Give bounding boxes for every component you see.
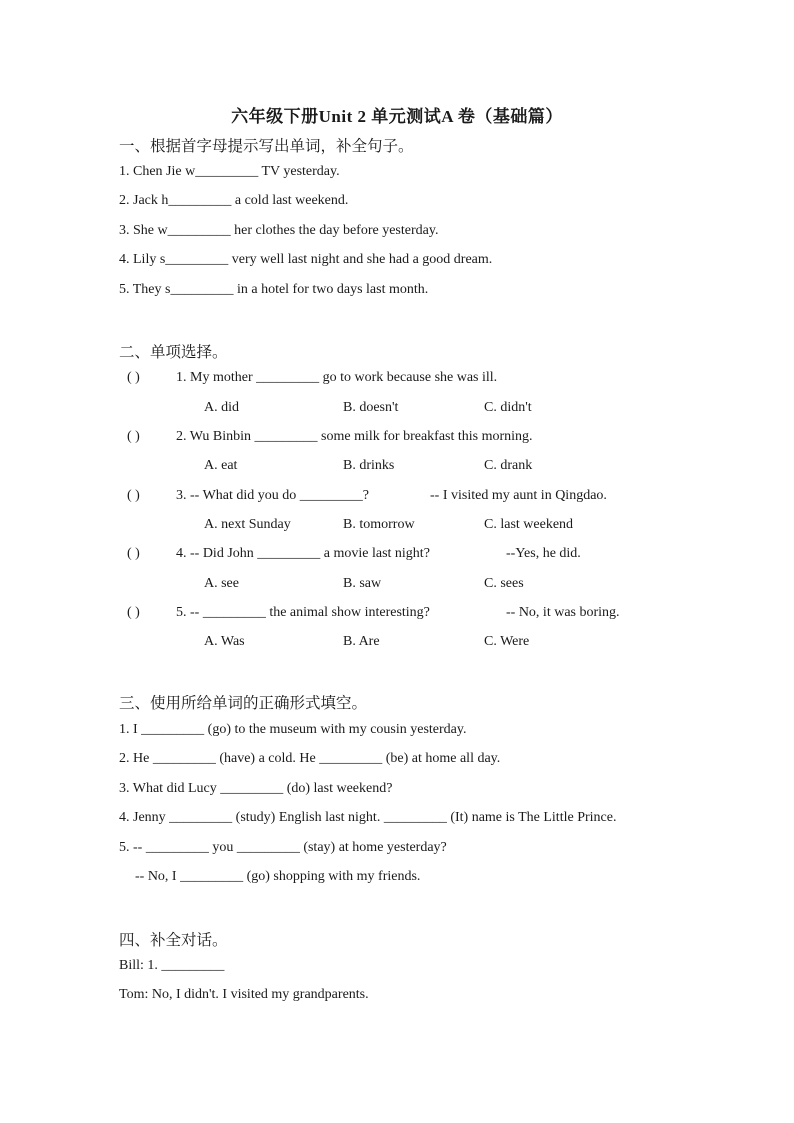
part3-line-6: -- No, I _________ (go) shopping with my friends. (135, 869, 421, 884)
dialogue-line-tom: Tom: No, I didn't. I visited my grandparents. (119, 987, 369, 1002)
part3-line-4: 4. Jenny _________ (study) English last night. _________ (It) name is The Little Prince. (119, 810, 617, 825)
q2-option-a: A. eat (204, 458, 238, 473)
dialogue-line-bill: Bill: 1. _________ (119, 958, 225, 973)
q4-option-a: A. see (204, 576, 239, 591)
part1-line-2: 2. Jack h_________ a cold last weekend. (119, 193, 349, 208)
part1-line-5: 5. They s_________ in a hotel for two days last month. (119, 282, 429, 297)
q1-option-b: B. doesn't (343, 400, 399, 415)
q4-option-c: C. sees (484, 576, 524, 591)
q1-stem: 1. My mother _________ go to work because she was ill. (176, 370, 498, 385)
q4-bracket: ( ) (127, 546, 140, 561)
q2-bracket: ( ) (127, 429, 140, 444)
q5-option-a: A. Was (204, 634, 245, 649)
q3-option-a: A. next Sunday (204, 517, 291, 532)
part1-line-1: 1. Chen Jie w_________ TV yesterday. (119, 164, 340, 179)
part3-line-1: 1. I _________ (go) to the museum with my cousin yesterday. (119, 722, 467, 737)
part1-line-4: 4. Lily s_________ very well last night and she had a good dream. (119, 252, 493, 267)
q3-stem: 3. -- What did you do _________? (176, 488, 369, 503)
q5-bracket: ( ) (127, 605, 140, 620)
q3-reply: -- I visited my aunt in Qingdao. (430, 488, 607, 503)
q4-reply: --Yes, he did. (506, 546, 581, 561)
page-title: 六年级下册Unit 2 单元测试A 卷（基础篇） (231, 107, 563, 126)
q3-option-b: B. tomorrow (343, 517, 415, 532)
q5-stem: 5. -- _________ the animal show interesting? (176, 605, 430, 620)
q4-stem: 4. -- Did John _________ a movie last night? (176, 546, 430, 561)
q3-bracket: ( ) (127, 488, 140, 503)
q5-option-b: B. Are (343, 634, 380, 649)
q4-option-b: B. saw (343, 576, 382, 591)
q1-option-a: A. did (204, 400, 239, 415)
section-4-heading: 四、补全对话。 (119, 932, 228, 949)
q2-option-c: C. drank (484, 458, 533, 473)
section-1-heading: 一、根据首字母提示写出单词，补全句子。 (119, 138, 414, 155)
q5-option-c: C. Were (484, 634, 530, 649)
q1-option-c: C. didn't (484, 400, 532, 415)
q2-option-b: B. drinks (343, 458, 395, 473)
part3-line-3: 3. What did Lucy _________ (do) last weekend? (119, 781, 393, 796)
part3-line-5: 5. -- _________ you _________ (stay) at home yesterday? (119, 840, 447, 855)
q5-reply: -- No, it was boring. (506, 605, 620, 620)
q3-option-c: C. last weekend (484, 517, 574, 532)
q1-bracket: ( ) (127, 370, 140, 385)
section-2-heading: 二、单项选择。 (119, 344, 228, 361)
part3-line-2: 2. He _________ (have) a cold. He _________ (be) at home all day. (119, 751, 501, 766)
q2-stem: 2. Wu Binbin _________ some milk for breakfast this morning. (176, 429, 533, 444)
part1-line-3: 3. She w_________ her clothes the day before yesterday. (119, 223, 439, 238)
section-3-heading: 三、使用所给单词的正确形式填空。 (119, 695, 368, 712)
